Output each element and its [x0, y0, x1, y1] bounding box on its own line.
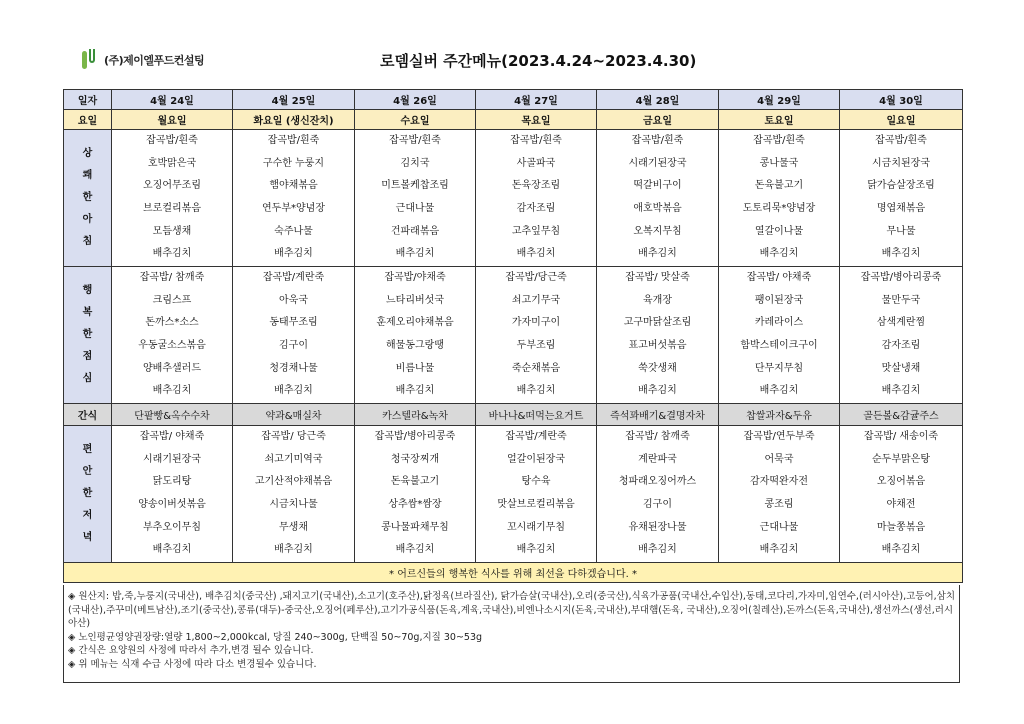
menu-item: 콩나물파채무침 [381, 521, 449, 533]
menu-item: 해물동그랑땡 [386, 340, 444, 351]
menu-item: 잡곡밥/흰죽 [510, 135, 562, 147]
page-title: 로뎀실버 주간메뉴(2023.4.24~2023.4.30) [380, 52, 697, 70]
menu-item: 감자조림 [516, 203, 556, 214]
day-cell: 금요일 [597, 110, 719, 130]
menu-item: 쇠고기무국 [511, 294, 561, 306]
menu-item: 햄야채볶음 [269, 180, 318, 192]
logo-mark-icon [80, 49, 98, 71]
meal-label: 상 쾌 한 아 침 [64, 130, 112, 267]
menu-item: 콩조림 [764, 499, 794, 510]
meal-cell [719, 267, 840, 404]
menu-item: 배추김치 [274, 544, 313, 556]
meal-cell [840, 426, 963, 563]
menu-item: 맛살브로컬리볶음 [497, 499, 575, 510]
menu-item: 팽이된장국 [754, 294, 804, 306]
menu-item: 배추김치 [395, 385, 435, 397]
menu-item: 카레라이스 [754, 317, 804, 329]
company-name: (주)제이엘푸드컨설팅 [104, 54, 205, 67]
menu-item: 무나물 [886, 225, 916, 237]
menu-item: 고기산적야채볶음 [254, 476, 333, 488]
menu-item: 가자미구이 [511, 317, 561, 329]
snack-cell: 골든볼&감귤주스 [840, 404, 963, 426]
menu-item: 우동굴소스볶음 [138, 340, 206, 351]
day-row [64, 110, 963, 130]
footer-note: * 어르신들의 행복한 식사를 위해 최선을 다하겠습니다. * [64, 563, 963, 583]
menu-item: 김구이 [643, 499, 672, 510]
date-cell: 4월 27일 [476, 90, 597, 110]
day-cell: 화요일 (생신잔치) [233, 110, 355, 130]
date-cell: 4월 25일 [233, 90, 355, 110]
menu-item: 잡곡밥/흰죽 [631, 135, 684, 147]
menu-item: 잡곡밥/흰죽 [267, 135, 320, 147]
day-cell: 목요일 [476, 110, 597, 130]
info-box [63, 585, 960, 683]
menu-item: 모듬생채 [152, 225, 192, 237]
meal-cell [476, 426, 597, 563]
menu-item: 얼갈이된장국 [507, 453, 565, 465]
meal-cell [112, 130, 233, 267]
meal-cell [597, 426, 719, 563]
menu-item: 상추쌈*쌈장 [388, 499, 442, 510]
breakfast-row [64, 130, 963, 267]
date-cell: 4월 29일 [719, 90, 840, 110]
menu-item: 감자떡완자전 [750, 476, 808, 488]
weekly-menu-table [63, 89, 963, 583]
menu-item: 배추김치 [274, 385, 313, 397]
snack-cell: 즉석꽈배기&결명자차 [597, 404, 719, 426]
menu-item: 잡곡밥/흰죽 [753, 135, 805, 147]
meal-cell [233, 267, 355, 404]
menu-item: 호박맑은국 [147, 157, 197, 169]
menu-item: 배추김치 [516, 248, 556, 260]
day-cell: 일요일 [840, 110, 963, 130]
menu-item: 시래기된장국 [143, 453, 201, 465]
meal-cell [476, 267, 597, 404]
menu-item: 돈육불고기 [390, 476, 440, 488]
day-header: 요일 [64, 110, 112, 130]
menu-item: 시래기된장국 [628, 157, 687, 169]
menu-item: 순두부맑은탕 [872, 453, 930, 465]
menu-item: 어묵국 [764, 453, 794, 465]
menu-item: 열갈이나물 [754, 225, 804, 237]
menu-item: 연두부*양념장 [262, 203, 325, 214]
snack-cell: 단팥빵&옥수수차 [112, 404, 233, 426]
menu-item: 쇠고기미역국 [264, 453, 323, 465]
menu-item: 느타리버섯국 [386, 294, 444, 306]
day-cell: 토요일 [719, 110, 840, 130]
menu-item: 배추김치 [881, 385, 921, 397]
menu-item: 시금치나물 [269, 499, 318, 510]
menu-item: 잡곡밥/ 당근죽 [261, 431, 326, 443]
snack-cell: 찹쌀과자&두유 [719, 404, 840, 426]
menu-item: 근대나물 [395, 203, 435, 214]
menu-item: 배추김치 [881, 544, 921, 556]
meal-cell [233, 426, 355, 563]
menu-item: 배추김치 [152, 248, 192, 260]
meal-cell [355, 426, 476, 563]
menu-item: 잡곡밥/흰죽 [389, 135, 441, 147]
menu-item: 청국장찌개 [390, 453, 440, 465]
meal-cell [112, 426, 233, 563]
menu-item: 계란파국 [638, 453, 677, 465]
meal-cell [719, 426, 840, 563]
menu-item: 잡곡밥/ 맛살죽 [625, 272, 690, 284]
lunch-row [64, 267, 963, 404]
meal-cell [233, 130, 355, 267]
meal-cell [840, 267, 963, 404]
menu-item: 배추김치 [152, 544, 192, 556]
menu-item: 죽순채볶음 [511, 362, 561, 374]
menu-item: 청파래오징어까스 [618, 476, 697, 488]
menu-item: 잡곡밥/ 참깨죽 [139, 272, 205, 284]
menu-item: 잡곡밥/계란죽 [262, 272, 325, 284]
meal-label: 행 복 한 점 심 [64, 267, 112, 404]
menu-item: 브로컬리볶음 [143, 203, 201, 214]
menu-item: 배추김치 [638, 248, 677, 260]
menu-item: 삼색계란찜 [876, 317, 926, 329]
menu-item: 동태무조림 [269, 317, 318, 329]
menu-item: 도토리묵*양념장 [742, 203, 816, 214]
menu-item: 쑥갓생채 [638, 362, 677, 374]
menu-item: 오징어무조림 [143, 180, 201, 192]
menu-item: 잡곡밥/야채죽 [384, 272, 446, 284]
menu-item: 애호박볶음 [633, 203, 682, 214]
menu-item: 맛살냉채 [881, 362, 921, 374]
menu-item: 양배추샐러드 [143, 362, 201, 374]
menu-item: 양송이버섯볶음 [138, 499, 206, 510]
menu-item: 사골파국 [516, 157, 556, 169]
menu-item: 고추잎무침 [511, 225, 561, 237]
snack-cell: 바나나&떠먹는요거트 [476, 404, 597, 426]
date-cell: 4월 28일 [597, 90, 719, 110]
meal-cell [597, 130, 719, 267]
menu-item: 배추김치 [638, 544, 677, 556]
menu-item: 감자조림 [881, 340, 921, 351]
menu-item: 크림스프 [152, 294, 192, 306]
menu-item: 미트볼케찹조림 [381, 180, 449, 192]
snack-header: 간식 [64, 404, 112, 426]
date-cell: 4월 24일 [112, 90, 233, 110]
menu-item: 아욱국 [279, 294, 308, 306]
info-line: ◈ 위 메뉴는 식재 수급 사정에 따라 다소 변경될수 있습니다. [68, 658, 317, 670]
menu-item: 야채전 [886, 499, 916, 510]
menu-item: 오복지무침 [633, 225, 682, 237]
menu-item: 콩나물국 [759, 157, 799, 169]
info-line: ◈ 노인평균영양권장량:열량 1,800~2,000kcal, 당질 240~300g, 단백질 50~70g,지질 30~53g [68, 631, 483, 643]
menu-item: 근대나물 [759, 521, 799, 533]
menu-item: 돈육불고기 [754, 180, 804, 192]
info-line: ◈ 원산지: 밥,죽,누룽지(국내산), 배추김치(중국산) ,돼지고기(국내산),소고기(호주산),닭정육(브라질산), 닭가슴살(국내산),오리(중국산),식육가공품(국내산,수입산),동태,코다리,가자미,임연수,(러시아산),고등어,삼치(국내산),주꾸미(베트남산),조기(중국산),콩류(대두)-중국산,오징어(페루산),고기가공식품(돈육,계육,국내산),비엔나소시지(돈육,국내산),부대햄(돈육, 국내산),오징어(칠레산),돈까스(돈육,국내산),생선까스(생선,러시아산) [68, 591, 955, 630]
menu-item: 잡곡밥/병아리콩죽 [860, 272, 942, 284]
menu-item: 배추김치 [274, 248, 313, 260]
menu-item: 시금치된장국 [872, 157, 930, 169]
menu-item: 명엽채볶음 [876, 203, 926, 214]
menu-item: 배추김치 [395, 248, 435, 260]
menu-item: 훈제오리야채볶음 [376, 317, 454, 329]
menu-item: 배추김치 [759, 248, 799, 260]
menu-item: 돈까스*소스 [145, 317, 199, 329]
menu-item: 배추김치 [152, 385, 192, 397]
meal-cell [476, 130, 597, 267]
meal-cell [597, 267, 719, 404]
menu-item: 잡곡밥/ 새송이죽 [863, 431, 939, 443]
day-cell: 월요일 [112, 110, 233, 130]
menu-item: 비름나물 [395, 362, 435, 374]
menu-item: 떡갈비구이 [633, 180, 682, 192]
day-cell: 수요일 [355, 110, 476, 130]
date-row [64, 90, 963, 110]
menu-item: 함박스테이크구이 [740, 340, 818, 351]
company-logo [80, 48, 204, 72]
menu-item: 잡곡밥/ 야채죽 [746, 272, 812, 284]
meal-cell [719, 130, 840, 267]
meal-cell [355, 267, 476, 404]
menu-item: 닭가슴살장조림 [867, 180, 935, 192]
menu-item: 유채된장나물 [628, 521, 687, 533]
menu-item: 김구이 [279, 340, 308, 351]
menu-item: 잡곡밥/흰죽 [875, 135, 927, 147]
menu-item: 잡곡밥/당근죽 [505, 272, 567, 284]
menu-item: 탕수육 [521, 476, 551, 488]
menu-item: 잡곡밥/ 야채죽 [139, 431, 205, 443]
menu-item: 숙주나물 [274, 225, 313, 237]
menu-item: 배추김치 [638, 385, 677, 397]
menu-item: 마늘쫑볶음 [876, 521, 926, 533]
menu-item: 돈육장조림 [511, 180, 561, 192]
menu-item: 구수한 누룽지 [262, 157, 325, 169]
menu-item: 고구마닭살조림 [623, 317, 692, 329]
menu-item: 배추김치 [516, 385, 556, 397]
snack-cell: 약과&매실차 [233, 404, 355, 426]
menu-item: 육개장 [643, 294, 672, 306]
meal-cell [840, 130, 963, 267]
menu-item: 잡곡밥/흰죽 [146, 135, 198, 147]
dinner-row [64, 426, 963, 563]
menu-item: 부추오이무침 [143, 521, 201, 533]
note-row [64, 563, 963, 583]
menu-item: 단무지무침 [754, 362, 804, 374]
menu-item: 표고버섯볶음 [628, 340, 687, 351]
menu-item: 꼬시래기무침 [507, 521, 565, 533]
date-header: 일자 [64, 90, 112, 110]
menu-item: 김치국 [400, 157, 430, 169]
info-line: ◈ 간식은 요양원의 사정에 따라서 추가,변경 될수 있습니다. [68, 645, 314, 657]
menu-item: 배추김치 [395, 544, 435, 556]
snack-row [64, 404, 963, 426]
menu-item: 물만두국 [881, 294, 921, 306]
menu-item: 배추김치 [759, 385, 799, 397]
menu-item: 잡곡밥/계란죽 [505, 431, 567, 443]
meal-cell [112, 267, 233, 404]
menu-item: 배추김치 [759, 544, 799, 556]
meal-cell [355, 130, 476, 267]
menu-item: 두부조림 [516, 340, 556, 351]
menu-item: 오징어볶음 [876, 476, 926, 488]
date-cell: 4월 26일 [355, 90, 476, 110]
menu-item: 배추김치 [881, 248, 921, 260]
menu-item: 배추김치 [516, 544, 556, 556]
meal-label: 편 안 한 저 녁 [64, 426, 112, 563]
menu-item: 청경채나물 [269, 362, 318, 374]
menu-item: 닭도리탕 [152, 476, 192, 488]
menu-item: 무생채 [279, 521, 308, 533]
menu-item: 건파래볶음 [390, 225, 440, 237]
menu-item: 잡곡밥/ 참깨죽 [625, 431, 690, 443]
snack-cell: 카스텔라&녹차 [355, 404, 476, 426]
menu-item: 잡곡밥/병아리콩죽 [374, 431, 456, 443]
date-cell: 4월 30일 [840, 90, 963, 110]
menu-item: 잡곡밥/연두부죽 [743, 431, 815, 443]
